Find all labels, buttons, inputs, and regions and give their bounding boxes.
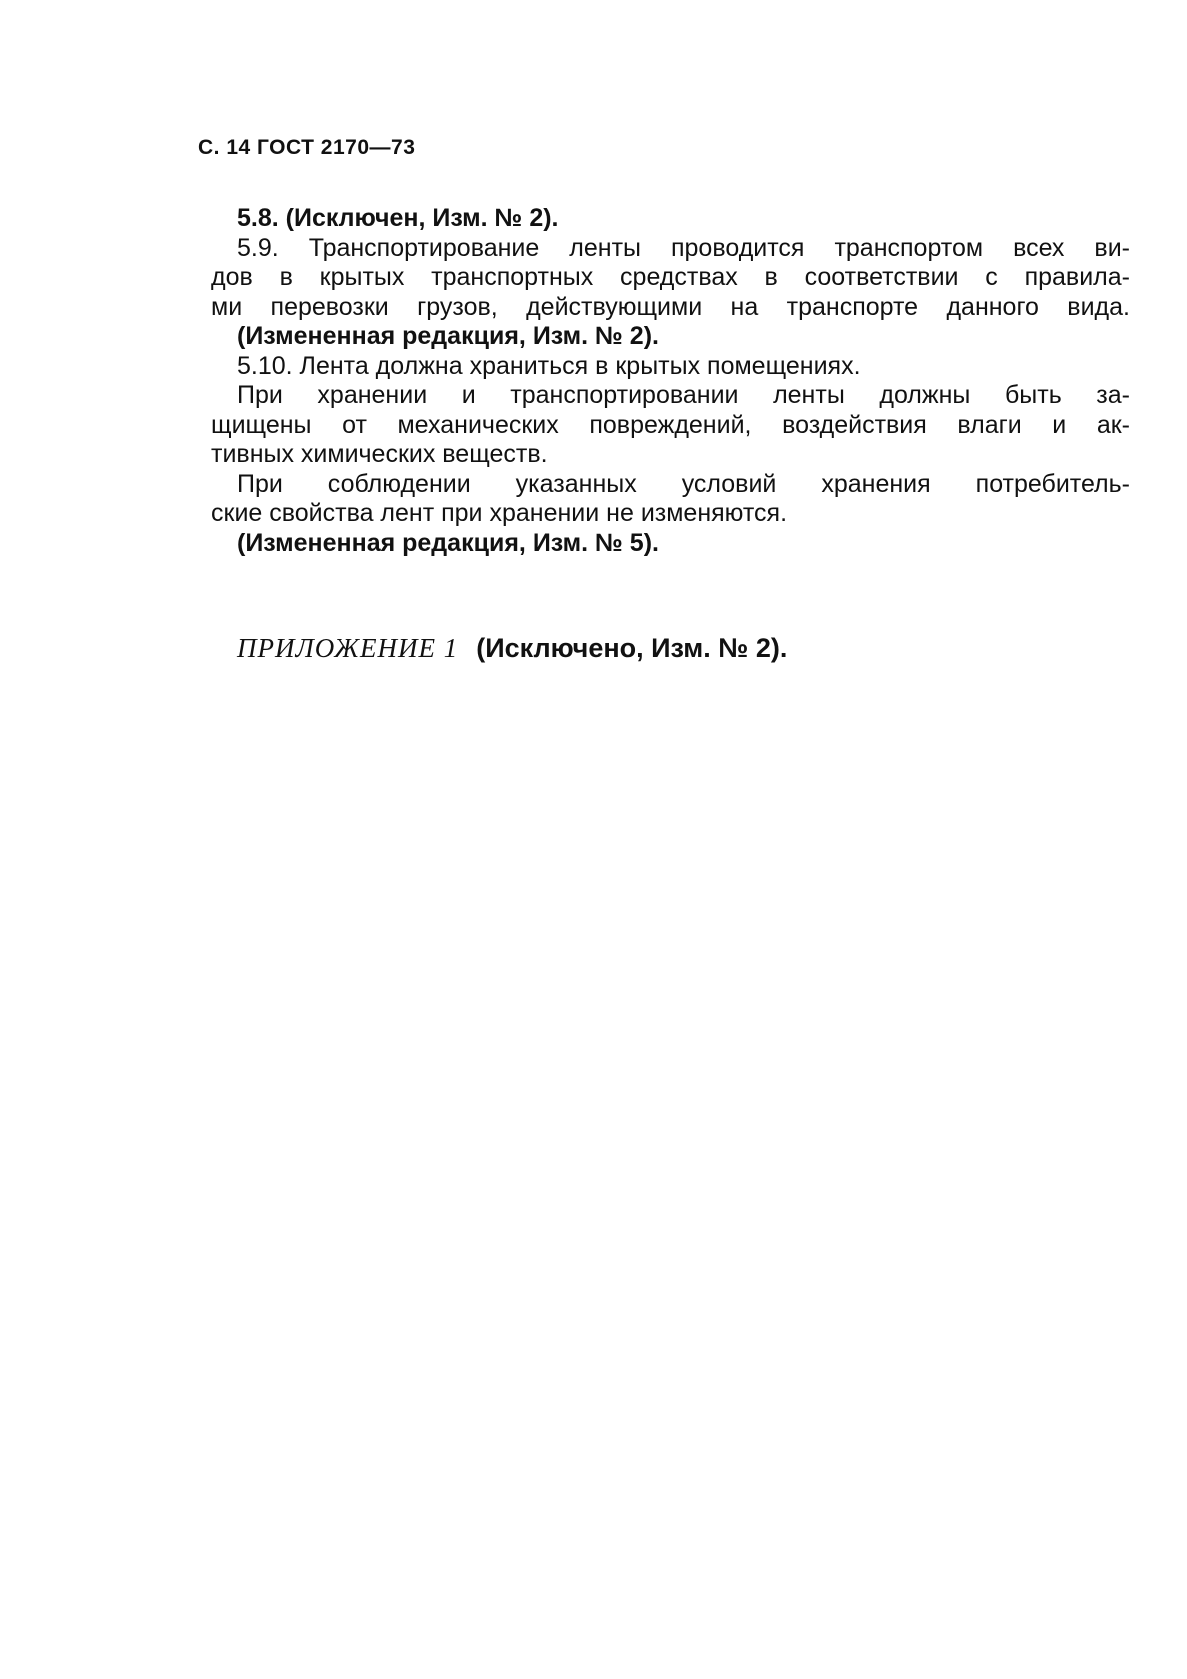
clause-5-8: 5.8. (Исключен, Изм. № 2). [237,204,559,232]
appendix-heading [237,633,787,664]
clause-5-9-line: дов в крытых транспортных средствах в соответствии с правила- [211,263,1130,291]
document-body [211,204,1130,558]
paragraph-line: При соблюдении указанных условий хранения потребитель- [237,469,1130,498]
paragraph-line: тивных химических веществ. [211,440,548,468]
paragraph-line: щищены от механических повреждений, воздействия влаги и ак- [211,410,1130,439]
amendment-note: (Измененная редакция, Изм. № 5). [237,528,659,557]
appendix-title: ПРИЛОЖЕНИЕ 1 [237,633,459,663]
clause-5-9-line: ми перевозки грузов, действующими на транспорте данного вида. [211,292,1130,321]
amendment-note: (Измененная редакция, Изм. № 2). [237,322,659,350]
paragraph-line: При хранении и транспортировании ленты должны быть за- [237,381,1130,409]
appendix-note: (Исключено, Изм. № 2). [476,633,788,663]
page-header: С. 14 ГОСТ 2170—73 [198,136,416,159]
paragraph-line: ские свойства лент при хранении не изменяются. [211,499,788,527]
clause-5-10: 5.10. Лента должна храниться в крытых помещениях. [237,351,861,380]
clause-5-9-line: 5.9. Транспортирование ленты проводится транспортом всех ви- [237,233,1130,262]
